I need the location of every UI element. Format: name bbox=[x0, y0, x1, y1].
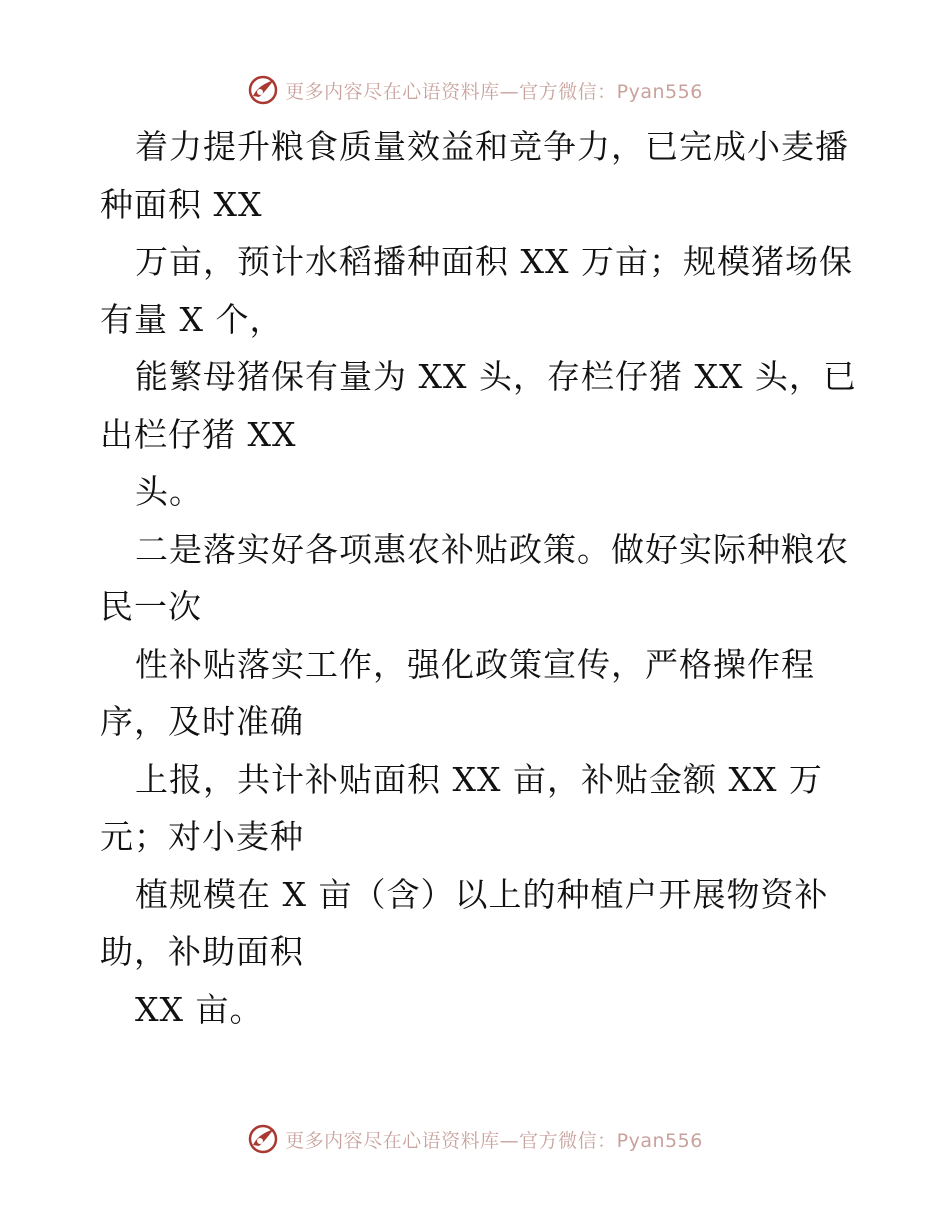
text-line: 性补贴落实工作，强化政策宣传，严格操作程 bbox=[135, 644, 815, 684]
pen-logo-icon bbox=[247, 1123, 279, 1155]
text-line: XX 亩。 bbox=[135, 989, 264, 1029]
text-line: 能繁母猪保有量为 XX 头，存栏仔猪 XX 头，已 bbox=[135, 357, 857, 396]
watermark-text: 更多内容尽在心语资料库—官方微信：Pyan556 bbox=[285, 80, 703, 103]
text-line: 序，及时准确 bbox=[100, 702, 304, 741]
watermark-text: 更多内容尽在心语资料库—官方微信：Pyan556 bbox=[285, 1129, 703, 1152]
text-line: 二是落实好各项惠农补贴政策。做好实际种粮农 bbox=[135, 529, 849, 569]
text-line: 上报，共计补贴面积 XX 亩，补贴金额 XX 万 bbox=[135, 759, 823, 799]
text-line: 有量 X 个， bbox=[100, 299, 284, 339]
text-line: 万亩，预计水稻播种面积 XX 万亩；规模猪场保 bbox=[135, 242, 853, 281]
text-line: 头。 bbox=[135, 472, 203, 511]
document-body bbox=[100, 118, 860, 1038]
text-line: 民一次 bbox=[100, 587, 202, 626]
header-watermark bbox=[0, 70, 950, 110]
footer-watermark bbox=[0, 1119, 950, 1159]
text-line: 着力提升粮食质量效益和竞争力，已完成小麦播 bbox=[135, 127, 849, 166]
pen-logo-icon bbox=[247, 74, 279, 106]
text-line: 植规模在 X 亩（含）以上的种植户开展物资补 bbox=[135, 874, 829, 914]
text-line: 元；对小麦种 bbox=[100, 817, 304, 856]
text-line: 助，补助面积 bbox=[100, 932, 304, 971]
text-line: 种面积 XX bbox=[100, 184, 263, 224]
text-line: 出栏仔猪 XX bbox=[100, 414, 297, 454]
